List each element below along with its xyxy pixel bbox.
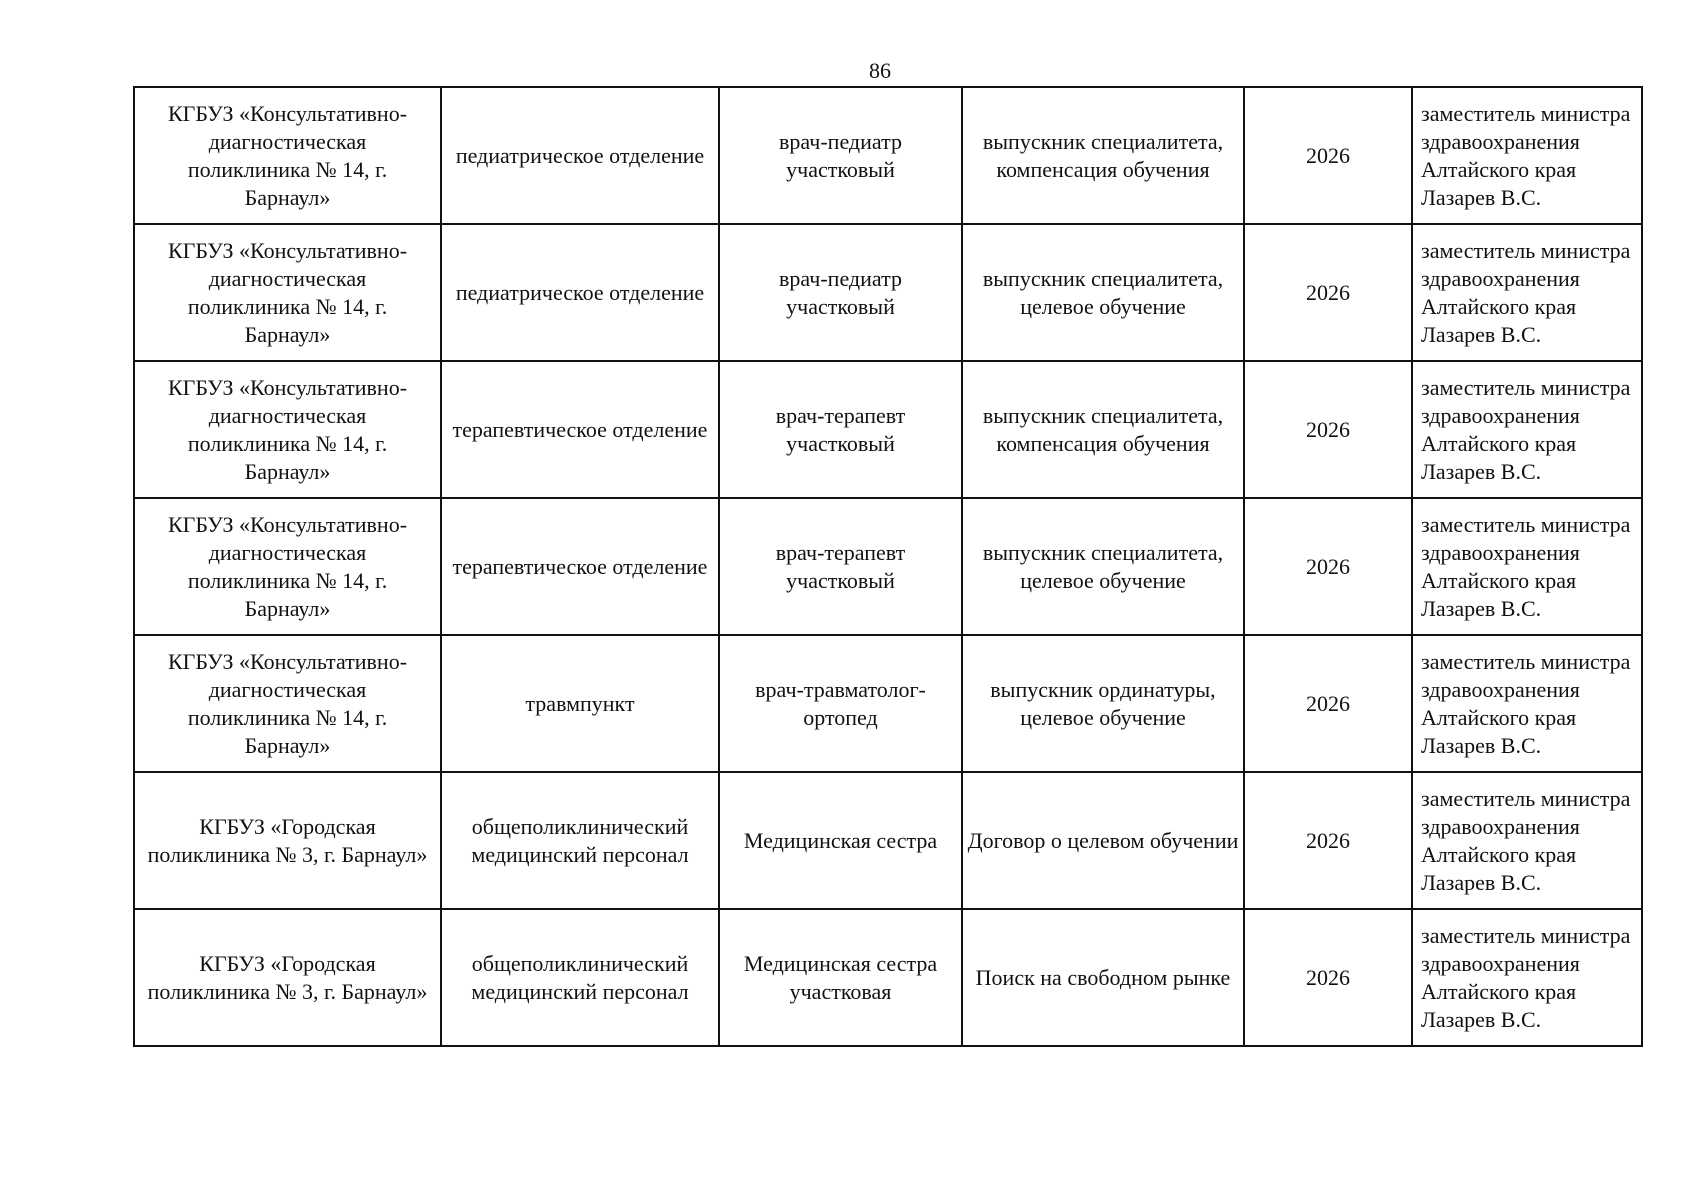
organization-cell: КГБУЗ «Консультативно-диагностическая поликлиника № 14, г. Барнаул» bbox=[134, 498, 441, 635]
organization-cell: КГБУЗ «Городская поликлиника № 3, г. Барнаул» bbox=[134, 772, 441, 909]
department-cell: травмпункт bbox=[441, 635, 719, 772]
source-cell: выпускник специалитета, целевое обучение bbox=[962, 224, 1244, 361]
position-cell: врач-терапевт участковый bbox=[719, 498, 962, 635]
table-row bbox=[134, 498, 1642, 635]
position-cell: врач-педиатр участковый bbox=[719, 87, 962, 224]
position-cell: врач-терапевт участковый bbox=[719, 361, 962, 498]
source-cell: выпускник специалитета, компенсация обучения bbox=[962, 87, 1244, 224]
organization-cell: КГБУЗ «Консультативно-диагностическая поликлиника № 14, г. Барнаул» bbox=[134, 361, 441, 498]
organization-cell: КГБУЗ «Консультативно-диагностическая поликлиника № 14, г. Барнаул» bbox=[134, 87, 441, 224]
year-cell: 2026 bbox=[1244, 498, 1412, 635]
department-cell: терапевтическое отделение bbox=[441, 361, 719, 498]
responsible-cell: заместитель министра здравоохранения Алтайского края Лазарев В.С. bbox=[1412, 361, 1642, 498]
table-row bbox=[134, 909, 1642, 1046]
staffing-table bbox=[133, 86, 1643, 1047]
position-cell: Медицинская сестра участковая bbox=[719, 909, 962, 1046]
position-cell: врач-педиатр участковый bbox=[719, 224, 962, 361]
responsible-cell: заместитель министра здравоохранения Алтайского края Лазарев В.С. bbox=[1412, 635, 1642, 772]
department-cell: общеполиклинический медицинский персонал bbox=[441, 909, 719, 1046]
responsible-cell: заместитель министра здравоохранения Алтайского края Лазарев В.С. bbox=[1412, 498, 1642, 635]
responsible-cell: заместитель министра здравоохранения Алтайского края Лазарев В.С. bbox=[1412, 909, 1642, 1046]
year-cell: 2026 bbox=[1244, 635, 1412, 772]
responsible-cell: заместитель министра здравоохранения Алтайского края Лазарев В.С. bbox=[1412, 224, 1642, 361]
department-cell: педиатрическое отделение bbox=[441, 87, 719, 224]
year-cell: 2026 bbox=[1244, 87, 1412, 224]
source-cell: выпускник специалитета, целевое обучение bbox=[962, 498, 1244, 635]
source-cell: выпускник специалитета, компенсация обучения bbox=[962, 361, 1244, 498]
source-cell: Договор о целевом обучении bbox=[962, 772, 1244, 909]
table-row bbox=[134, 87, 1642, 224]
page-number: 86 bbox=[869, 58, 891, 83]
source-cell: Поиск на свободном рынке bbox=[962, 909, 1244, 1046]
year-cell: 2026 bbox=[1244, 772, 1412, 909]
position-cell: Медицинская сестра bbox=[719, 772, 962, 909]
table-row bbox=[134, 635, 1642, 772]
year-cell: 2026 bbox=[1244, 909, 1412, 1046]
source-cell: выпускник ординатуры, целевое обучение bbox=[962, 635, 1244, 772]
organization-cell: КГБУЗ «Городская поликлиника № 3, г. Барнаул» bbox=[134, 909, 441, 1046]
responsible-cell: заместитель министра здравоохранения Алтайского края Лазарев В.С. bbox=[1412, 87, 1642, 224]
staffing-table-body bbox=[134, 87, 1642, 1046]
table-row bbox=[134, 772, 1642, 909]
position-cell: врач-травматолог-ортопед bbox=[719, 635, 962, 772]
year-cell: 2026 bbox=[1244, 224, 1412, 361]
year-cell: 2026 bbox=[1244, 361, 1412, 498]
table-row bbox=[134, 224, 1642, 361]
department-cell: терапевтическое отделение bbox=[441, 498, 719, 635]
organization-cell: КГБУЗ «Консультативно-диагностическая поликлиника № 14, г. Барнаул» bbox=[134, 224, 441, 361]
department-cell: общеполиклинический медицинский персонал bbox=[441, 772, 719, 909]
table-row bbox=[134, 361, 1642, 498]
organization-cell: КГБУЗ «Консультативно-диагностическая поликлиника № 14, г. Барнаул» bbox=[134, 635, 441, 772]
department-cell: педиатрическое отделение bbox=[441, 224, 719, 361]
responsible-cell: заместитель министра здравоохранения Алтайского края Лазарев В.С. bbox=[1412, 772, 1642, 909]
